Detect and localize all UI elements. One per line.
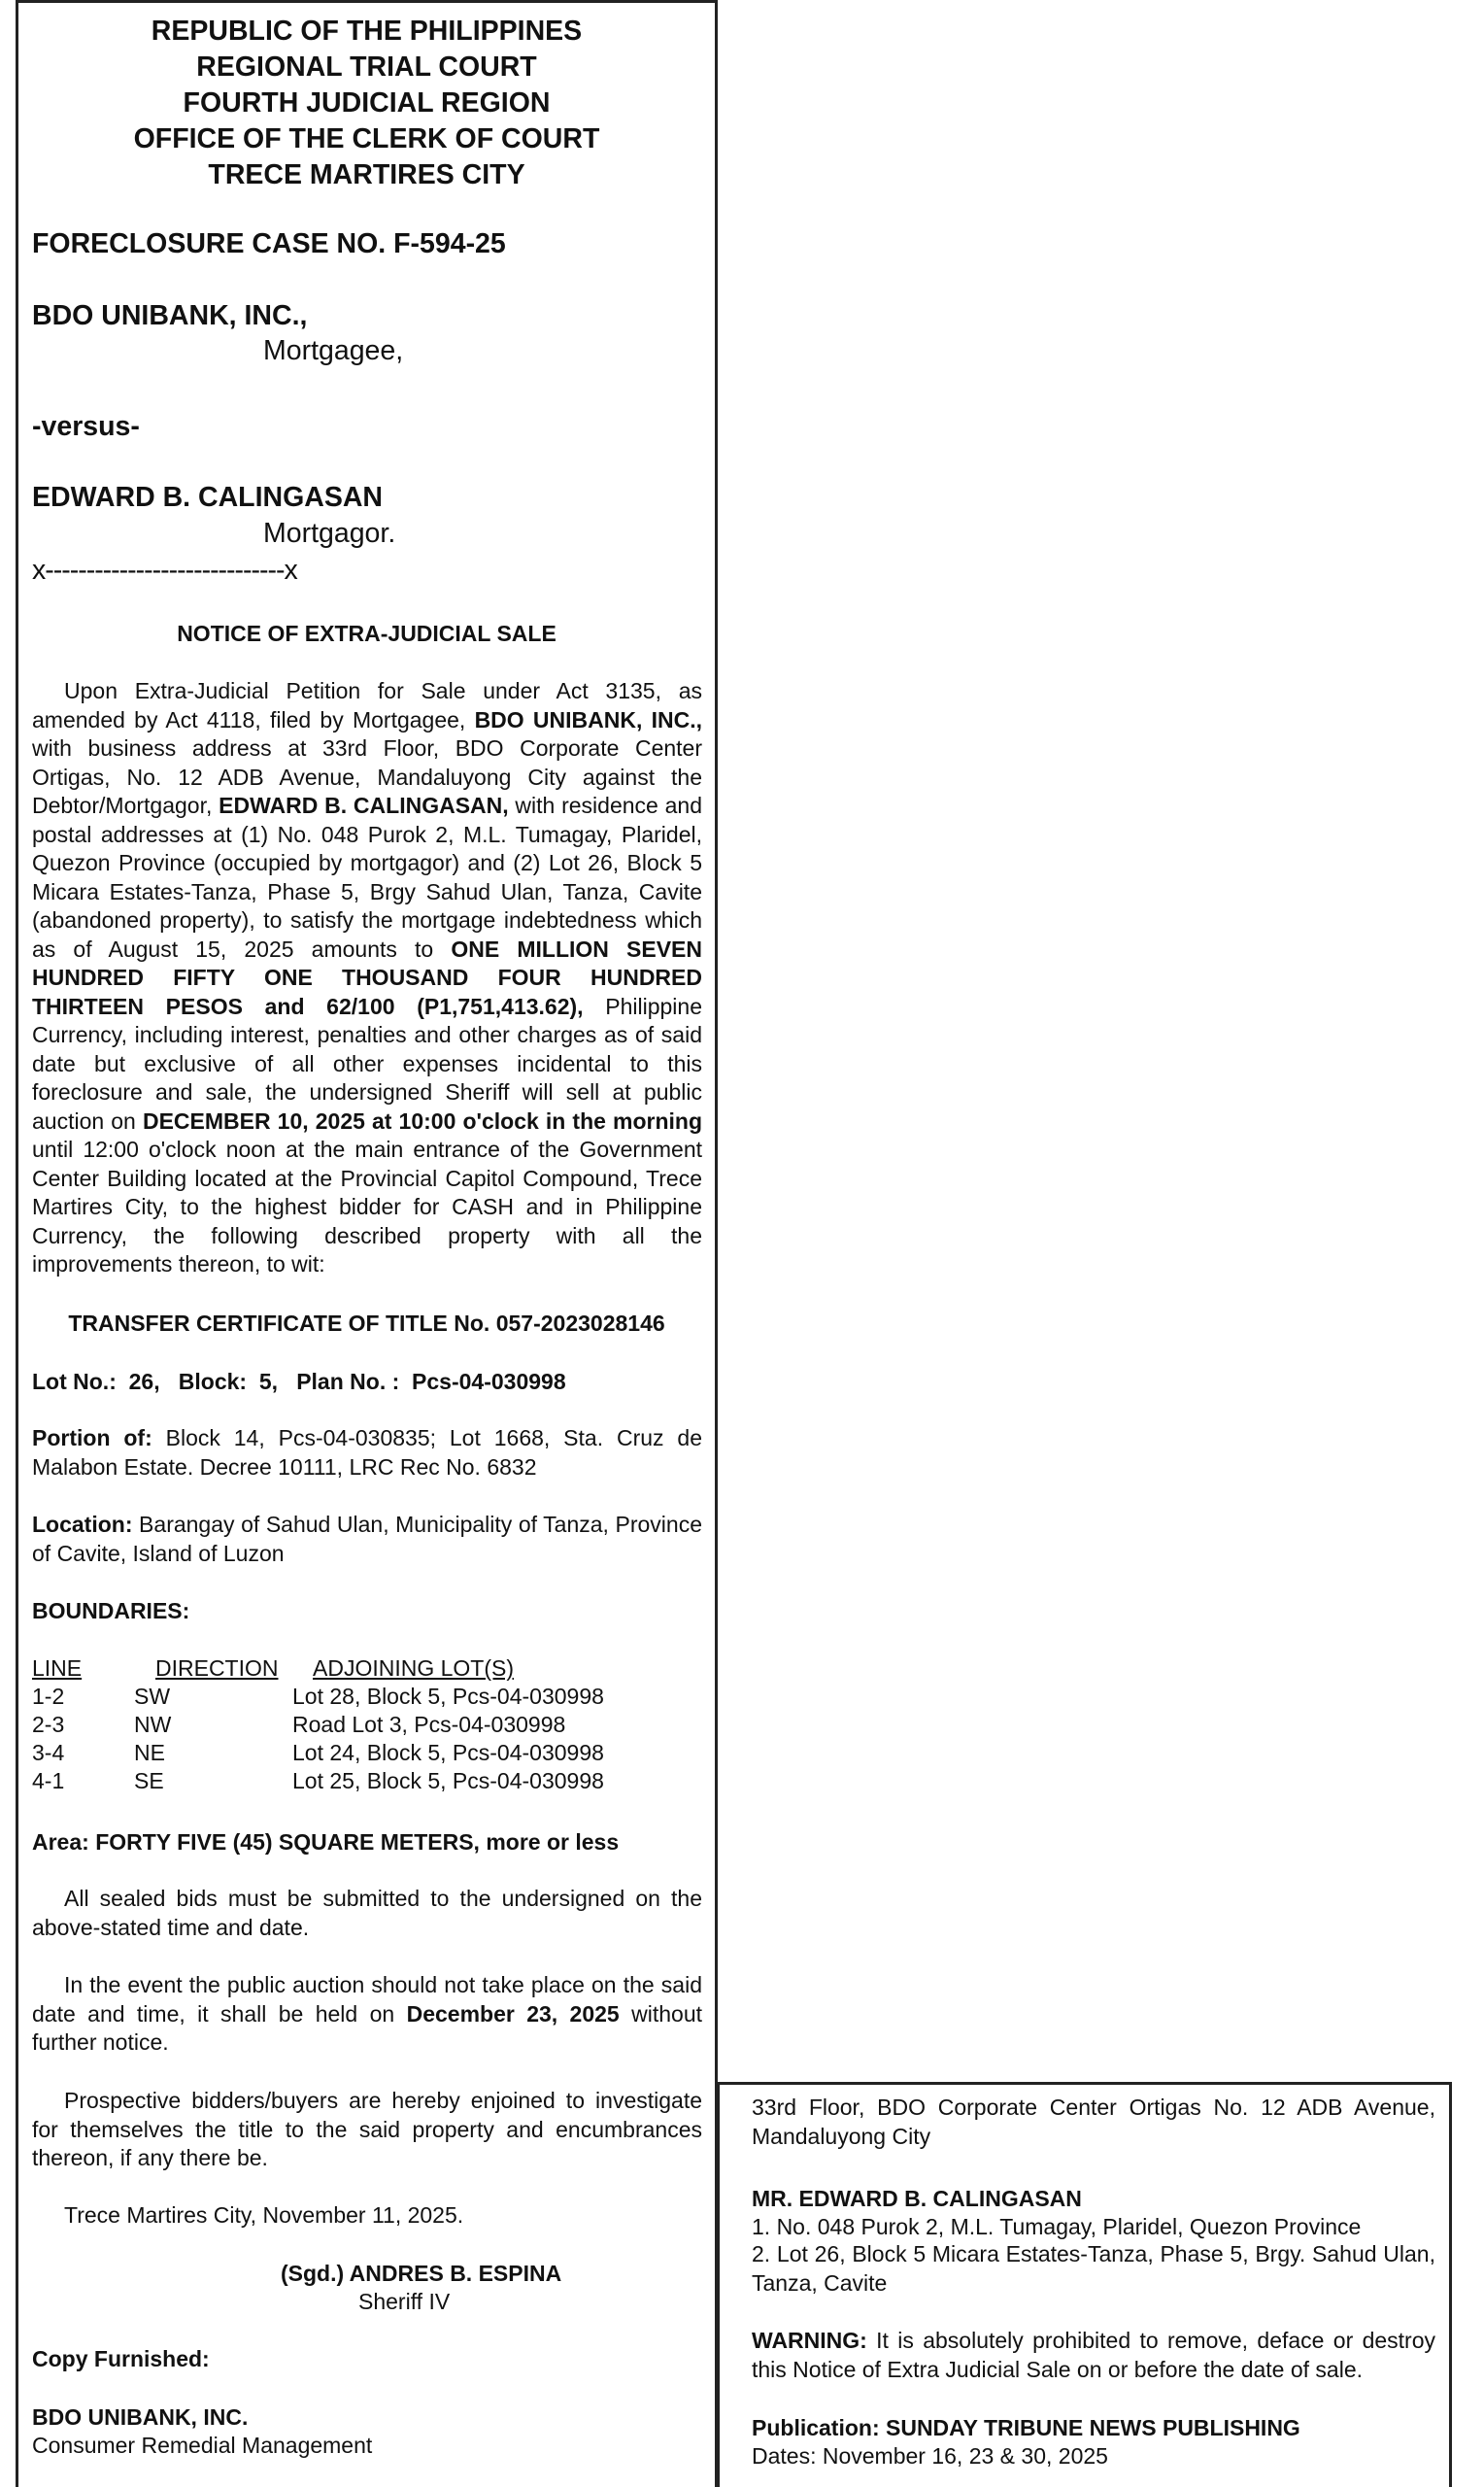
area-statement: Area: FORTY FIVE (45) SQUARE METERS, more or less	[32, 1829, 620, 1855]
tct-number: TRANSFER CERTIFICATE OF TITLE No. 057-2023028146	[68, 1311, 665, 1336]
table-row-adjoining: Lot 24, Block 5, Pcs-04-030998	[292, 1740, 604, 1765]
warning-paragraph: WARNING: It is absolutely prohibited to remove, deface or destroy this Notice of Extra Judicial Sale on or before the date of sale.	[752, 2328, 1435, 2382]
bdo-recipient-dept: Consumer Remedial Management	[32, 2433, 373, 2458]
place-date: Trece Martires City, November 11, 2025.	[64, 2202, 464, 2228]
portion-paragraph: Portion of: Block 14, Pcs-04-030835; Lot 1668, Sta. Cruz de Malabon Estate. Decree 10111, LRC Rec No. 6832	[32, 1425, 702, 1480]
bdo-recipient-address: 33rd Floor, BDO Corporate Center Ortigas No. 12 ADB Avenue, Mandaluyong City	[752, 2095, 1435, 2149]
table-header-adjoining: ADJOINING LOT(S)	[313, 1655, 515, 1681]
table-row-direction: SE	[134, 1768, 164, 1793]
header-republic: REPUBLIC OF THE PHILIPPINES	[151, 16, 583, 47]
mortgagee-role: Mortgagee,	[263, 335, 404, 366]
case-number: FORECLOSURE CASE NO. F-594-25	[32, 228, 506, 259]
header-office: OFFICE OF THE CLERK OF COURT	[133, 123, 600, 154]
table-row-direction: NE	[134, 1740, 165, 1765]
event-paragraph: In the event the public auction should not take place on the said date and time, it shall be held on December 23, 2025 without further notice.	[32, 1972, 703, 2055]
location-paragraph: Location: Barangay of Sahud Ulan, Municipality of Tanza, Province of Cavite, Island of Luzon	[32, 1512, 702, 1566]
header-city: TRECE MARTIRES CITY	[208, 159, 525, 190]
table-row-adjoining: Lot 25, Block 5, Pcs-04-030998	[292, 1768, 604, 1793]
sheriff-title: Sheriff IV	[358, 2289, 451, 2314]
boundaries-label: BOUNDARIES:	[32, 1598, 190, 1623]
table-row-direction: NW	[134, 1712, 172, 1737]
calingasan-address-2: 2. Lot 26, Block 5 Micara Estates-Tanza, Phase 5, Brgy. Sahud Ulan, Tanza, Cavite	[752, 2241, 1435, 2296]
table-row-adjoining: Lot 28, Block 5, Pcs-04-030998	[292, 1684, 604, 1709]
notice-title: NOTICE OF EXTRA-JUDICIAL SALE	[177, 621, 556, 646]
publication-label: Publication: SUNDAY TRIBUNE NEWS PUBLISHING	[752, 2415, 1300, 2440]
header-region: FOURTH JUDICIAL REGION	[183, 87, 551, 119]
calingasan-recipient-name: MR. EDWARD B. CALINGASAN	[752, 2186, 1082, 2211]
notice-main-paragraph: Upon Extra-Judicial Petition for Sale under Act 3135, as amended by Act 4118, filed by Mortgagee, BDO UNIBANK, INC., with business address at 33rd Floor, BDO Corporate Center Ortigas, No. 12 ADB Avenue, Mandaluyong City against the Debtor/Mortgagor, EDWARD B. CALINGASAN, with residence and postal addresses at (1) No. 048 Purok 2, M.L. Tumagay, Plaridel, Quezon Province (occupied by mortgagor) and (2) Lot 26, Block 5 Micara Estates-Tanza, Phase 5, Brgy Sahud Ulan, Tanza, Cavite (abandoned property), to satisfy the mortgage indebtedness which as of August 15, 2025 amounts to ONE MILLION SEVEN HUNDRED FIFTY ONE THOUSAND FOUR HUNDRED THIRTEEN PESOS and 62/100 (P1,751,413.62), Philippine Currency, including interest, penalties and other charges as of said date but exclusive of all other expenses incidental to this foreclosure and sale, the undersigned Sheriff will sell at public auction on DECEMBER 10, 2025 at 10:00 o'clock in the morning until 12:00 o'clock noon at the main entrance of the Government Center Building located at the Provincial Capitol Compound, Trece Martires City, to the highest bidder for CASH and in Philippine Currency, the following described property with all the improvements thereon, to wit:	[32, 678, 703, 1277]
table-row-line: 4-1	[32, 1768, 65, 1793]
mortgagor-role: Mortgagor.	[263, 518, 396, 549]
lot-details: Lot No.: 26, Block: 5, Plan No. : Pcs-04-030998	[32, 1369, 566, 1394]
bids-paragraph: All sealed bids must be submitted to the undersigned on the above-stated time and date.	[32, 1886, 702, 1940]
table-row-line: 1-2	[32, 1684, 65, 1709]
table-row-line: 3-4	[32, 1740, 65, 1765]
bdo-recipient-name: BDO UNIBANK, INC.	[32, 2404, 249, 2430]
table-row-line: 2-3	[32, 1712, 65, 1737]
versus-label: -versus-	[32, 411, 140, 442]
table-row-adjoining: Road Lot 3, Pcs-04-030998	[292, 1712, 566, 1737]
copy-furnished-label: Copy Furnished:	[32, 2346, 210, 2371]
table-header-direction: DIRECTION	[155, 1655, 279, 1681]
publication-dates: Dates: November 16, 23 & 30, 2025	[752, 2443, 1108, 2469]
table-header-line: LINE	[32, 1655, 83, 1681]
header-court: REGIONAL TRIAL COURT	[196, 51, 537, 83]
calingasan-address-1: 1. No. 048 Purok 2, M.L. Tumagay, Plaridel, Quezon Province	[752, 2214, 1362, 2239]
prospective-paragraph: Prospective bidders/buyers are hereby enjoined to investigate for themselves the title to the said property and encumbrances thereon, if any there be.	[32, 2088, 702, 2170]
mortgagor-name: EDWARD B. CALINGASAN	[32, 482, 383, 513]
caption-separator: x-----------------------------x	[32, 555, 297, 586]
mortgagee-name: BDO UNIBANK, INC.,	[32, 300, 308, 331]
table-row-direction: SW	[134, 1684, 171, 1709]
sheriff-signature: (Sgd.) ANDRES B. ESPINA	[281, 2261, 562, 2286]
